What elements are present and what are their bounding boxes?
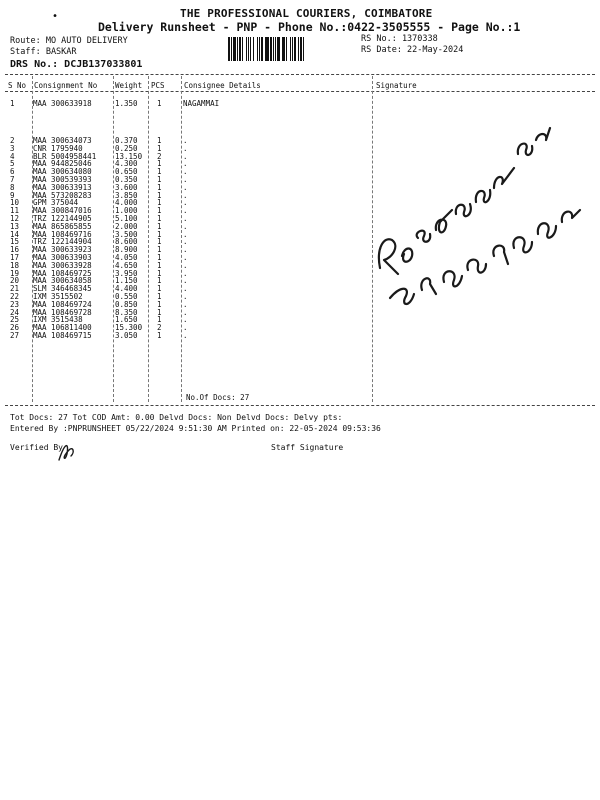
row-weight: 1.000 <box>115 206 138 216</box>
row-consignee: . <box>183 253 188 262</box>
row-weight: 1.650 <box>115 315 138 325</box>
row-pieces: 1 <box>157 175 162 184</box>
barcode <box>228 37 354 61</box>
row-pieces: 1 <box>157 292 162 301</box>
row-pieces: 1 <box>157 214 162 223</box>
row-serial-number: 6 <box>10 167 15 177</box>
row-consignment-number: MAA 573208283 <box>33 190 92 200</box>
row-consignment-number: MAA 106811400 <box>33 323 92 333</box>
scan-dot-mark: • <box>52 11 59 22</box>
row-weight: 1.150 <box>115 276 138 286</box>
row-weight: 1.350 <box>115 99 138 108</box>
row-pieces: 1 <box>157 260 162 270</box>
row-consignee: . <box>183 299 188 309</box>
company-name: THE PROFESSIONAL COURIERS, COIMBATORE <box>180 7 433 20</box>
row-weight: 4.000 <box>115 198 138 208</box>
row-weight: 3.500 <box>115 229 138 239</box>
row-pieces: 1 <box>157 237 162 247</box>
row-serial-number: 26 <box>10 323 20 333</box>
row-serial-number: 2 <box>10 136 15 145</box>
row-weight: 3.050 <box>115 331 138 340</box>
row-pieces: 2 <box>157 323 162 333</box>
row-consignee: . <box>183 260 188 270</box>
row-consignee: . <box>183 331 188 340</box>
row-consignment-number: MAA 300539393 <box>33 175 92 184</box>
row-pieces: 1 <box>157 167 162 177</box>
row-weight: 8.350 <box>115 307 138 317</box>
drs-number: DRS No.: DCJB137033801 <box>10 59 143 70</box>
row-consignee: . <box>183 175 188 184</box>
row-serial-number: 4 <box>10 151 15 161</box>
row-weight: 4.300 <box>115 159 138 169</box>
row-pieces: 1 <box>157 245 162 255</box>
row-consignee: . <box>183 143 188 153</box>
row-consignment-number: MAA 108469725 <box>33 268 92 278</box>
row-pieces: 1 <box>157 315 162 325</box>
barcode-bar <box>304 37 306 61</box>
row-consignment-number: MAA 300634080 <box>33 167 92 177</box>
runsheet-title: Delivery Runsheet - PNP - Phone No.:0422-3505555 - Page No.:1 <box>98 20 521 34</box>
row-pieces: 1 <box>157 221 162 231</box>
row-pieces: 1 <box>157 284 162 294</box>
verified-by-label: Verified By <box>10 443 63 452</box>
row-serial-number: 14 <box>10 229 20 239</box>
row-consignment-number: IXM 3515438 <box>33 315 83 325</box>
row-consignee: . <box>183 214 188 223</box>
row-weight: 4.050 <box>115 253 138 262</box>
rs-date: RS Date: 22-May-2024 <box>361 45 464 55</box>
col-header-signature: Signature <box>376 81 417 90</box>
row-pieces: 1 <box>157 307 162 317</box>
row-consignee: . <box>183 292 188 301</box>
row-weight: 3.850 <box>115 190 138 200</box>
staff-label: Staff: BASKAR <box>10 47 77 57</box>
table-row <box>0 331 600 340</box>
row-consignee: . <box>183 136 188 145</box>
row-serial-number: 23 <box>10 299 20 309</box>
row-pieces: 1 <box>157 159 162 169</box>
row-weight: 2.000 <box>115 221 138 231</box>
row-consignee: . <box>183 268 188 278</box>
row-consignment-number: BLR 5004958441 <box>33 151 97 161</box>
row-weight: 0.650 <box>115 167 138 177</box>
row-weight: 0.550 <box>115 292 138 301</box>
row-weight: 4.400 <box>115 284 138 294</box>
row-pieces: 1 <box>157 268 162 278</box>
row-consignee: . <box>183 167 188 177</box>
row-pieces: 1 <box>157 331 162 340</box>
col-header-weight: Weight <box>115 81 143 90</box>
row-consignment-number: MAA 108469724 <box>33 299 92 309</box>
row-weight: 8.900 <box>115 245 138 255</box>
row-serial-number: 1 <box>10 99 15 108</box>
row-weight: 5.100 <box>115 214 138 223</box>
row-consignment-number: CNR 1795940 <box>33 143 83 153</box>
row-weight: 13.150 <box>115 151 143 161</box>
row-pieces: 1 <box>157 299 162 309</box>
table-row <box>0 99 600 108</box>
row-serial-number: 12 <box>10 214 20 223</box>
row-serial-number: 10 <box>10 198 20 208</box>
row-serial-number: 18 <box>10 260 20 270</box>
row-consignee: . <box>183 229 188 239</box>
row-consignment-number: MAA 300633903 <box>33 253 92 262</box>
rs-number: RS No.: 1370338 <box>361 34 438 44</box>
row-consignment-number: MAA 108469728 <box>33 307 92 317</box>
table-bottom-rule <box>5 405 595 406</box>
entered-by-line: Entered By :PNPRUNSHEET 05/22/2024 9:51:30 AM Printed on: 22-05-2024 09:53:36 <box>10 424 381 433</box>
row-consignment-number: MAA 300633928 <box>33 260 92 270</box>
row-consignee: . <box>183 323 188 333</box>
row-pieces: 1 <box>157 229 162 239</box>
row-consignee: . <box>183 245 188 255</box>
row-pieces: 1 <box>157 182 162 192</box>
row-consignee: . <box>183 151 188 161</box>
row-consignee: . <box>183 206 188 216</box>
row-serial-number: 20 <box>10 276 20 286</box>
col-header-consignment: Consignment No <box>34 81 98 90</box>
row-consignee: . <box>183 284 188 294</box>
col-header-sno: S No <box>8 81 27 90</box>
totals-line: Tot Docs: 27 Tot COD Amt: 0.00 Delvd Docs: Non Delvd Docs: Delvy pts: <box>10 413 343 422</box>
staff-signature-label: Staff Signature <box>271 443 344 452</box>
row-consignee: . <box>183 159 188 169</box>
row-serial-number: 21 <box>10 284 20 294</box>
row-serial-number: 25 <box>10 315 20 325</box>
row-serial-number: 22 <box>10 292 20 301</box>
row-pieces: 1 <box>157 206 162 216</box>
row-pieces: 1 <box>157 253 162 262</box>
row-pieces: 1 <box>157 276 162 286</box>
row-serial-number: 15 <box>10 237 20 247</box>
row-serial-number: 27 <box>10 331 20 340</box>
no-of-docs: No.Of Docs: 27 <box>186 393 250 402</box>
row-serial-number: 13 <box>10 221 20 231</box>
row-pieces: 1 <box>157 136 162 145</box>
row-consignment-number: MAA 300633923 <box>33 245 92 255</box>
col-header-pcs: PCS <box>151 81 165 90</box>
verifier-initials-signature <box>55 440 79 464</box>
row-consignee: . <box>183 276 188 286</box>
row-serial-number: 16 <box>10 245 20 255</box>
row-pieces: 1 <box>157 190 162 200</box>
row-consignment-number: MAA 300634073 <box>33 136 92 145</box>
row-consignment-number: MAA 300633918 <box>33 99 92 108</box>
row-consignment-number: GPM 375044 <box>33 198 79 208</box>
row-pieces: 1 <box>157 198 162 208</box>
row-consignment-number: MAA 300633913 <box>33 182 92 192</box>
row-consignment-number: MAA 944825046 <box>33 159 92 169</box>
row-consignment-number: MAA 108469715 <box>33 331 92 340</box>
row-weight: 3.600 <box>115 182 138 192</box>
row-weight: 0.350 <box>115 175 138 184</box>
row-consignee: . <box>183 190 188 200</box>
row-consignee: . <box>183 307 188 317</box>
row-serial-number: 5 <box>10 159 15 169</box>
recipient-handwritten-signature <box>370 118 590 318</box>
table-top-rule <box>5 74 595 75</box>
row-consignment-number: TRZ 122144904 <box>33 237 92 247</box>
row-weight: 0.850 <box>115 299 138 309</box>
row-weight: 0.250 <box>115 143 138 153</box>
row-consignment-number: MAA 300634058 <box>33 276 92 286</box>
row-consignee: . <box>183 315 188 325</box>
row-serial-number: 8 <box>10 182 15 192</box>
row-weight: 0.370 <box>115 136 138 145</box>
row-weight: 15.300 <box>115 323 143 333</box>
row-consignment-number: IXM 3515502 <box>33 292 83 301</box>
row-consignee: . <box>183 182 188 192</box>
row-consignment-number: MAA 108469716 <box>33 229 92 239</box>
row-weight: 3.950 <box>115 268 138 278</box>
row-serial-number: 9 <box>10 190 15 200</box>
row-pieces: 2 <box>157 151 162 161</box>
row-weight: 8.600 <box>115 237 138 247</box>
row-consignee: . <box>183 198 188 208</box>
row-serial-number: 24 <box>10 307 20 317</box>
row-serial-number: 11 <box>10 206 20 216</box>
row-consignee: NAGAMMAI <box>183 99 220 108</box>
route-label: Route: MO AUTO DELIVERY <box>10 36 128 46</box>
row-consignee: . <box>183 237 188 247</box>
row-serial-number: 7 <box>10 175 15 184</box>
row-pieces: 1 <box>157 99 162 108</box>
col-header-consignee: Consignee Details <box>184 81 261 90</box>
row-consignment-number: MAA 300847016 <box>33 206 92 216</box>
row-serial-number: 3 <box>10 143 15 153</box>
row-serial-number: 17 <box>10 253 20 262</box>
row-consignment-number: MAA 865865855 <box>33 221 92 231</box>
row-pieces: 1 <box>157 143 162 153</box>
row-weight: 4.650 <box>115 260 138 270</box>
row-consignment-number: TRZ 122144905 <box>33 214 92 223</box>
header-bottom-rule <box>5 91 595 92</box>
row-consignment-number: SLM 346468345 <box>33 284 92 294</box>
row-consignee: . <box>183 221 188 231</box>
row-serial-number: 19 <box>10 268 20 278</box>
